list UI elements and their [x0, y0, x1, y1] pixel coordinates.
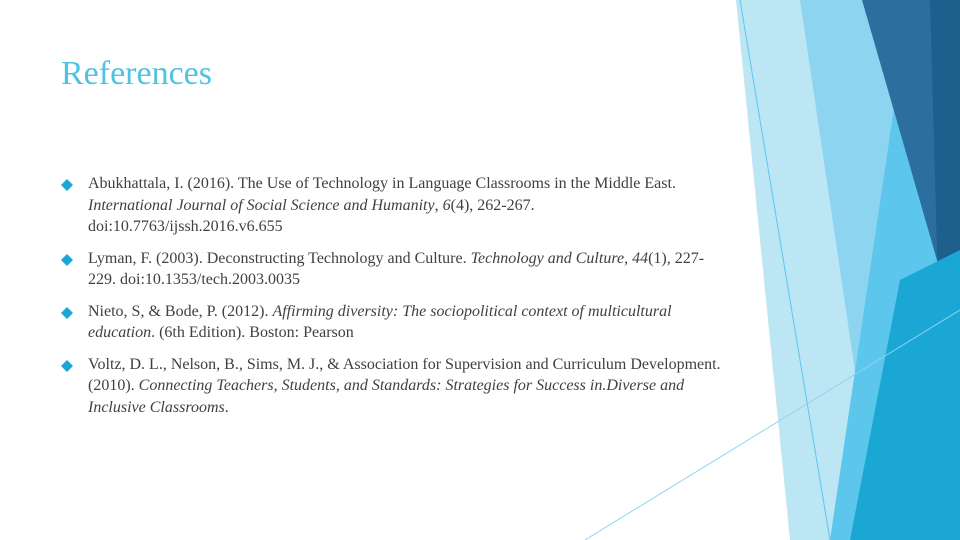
reference-text [88, 303, 672, 342]
reference-item [61, 173, 721, 238]
reference-authors-title: Voltz, D. L., Nelson, B., Sims, M. J., & Association for Supervision and Curriculum Development. (2010). [88, 355, 721, 394]
reference-volume: 44 [632, 249, 649, 267]
diamond-bullet-icon [61, 360, 73, 372]
reference-volume: 6 [442, 196, 451, 214]
references-list [61, 173, 721, 428]
reference-journal: Technology and Culture [470, 249, 625, 267]
diamond-bullet-icon [61, 179, 73, 191]
reference-item [61, 248, 721, 291]
reference-separator: , [434, 196, 443, 214]
reference-text [88, 250, 704, 289]
reference-book-title: Affirming diversity: The sociopolitical context of multicultural [272, 302, 672, 320]
reference-separator: , [624, 249, 633, 267]
reference-authors-title: Abukhattala, I. (2016). The Use of Technology in Language Classrooms in the Middle East. [88, 175, 676, 192]
reference-text [88, 356, 721, 416]
slide-title: References [61, 55, 213, 92]
reference-text [88, 175, 676, 235]
reference-authors-title: Nieto, S, & Bode, P. (2012). [88, 302, 273, 320]
reference-journal: International Journal of Social Science and Humanity [88, 196, 435, 214]
reference-item [61, 354, 721, 419]
reference-details: (4), 262-267. doi:10.7763/ijssh.2016.v6.655 [88, 196, 535, 235]
reference-book-title: Connecting Teachers, Students, and Standards: Strategies for Success in.Diverse and Inclusive Classrooms [88, 377, 685, 416]
reference-item [61, 301, 721, 344]
reference-details: . [224, 398, 229, 416]
reference-book-title-cont: education [88, 324, 152, 341]
diamond-bullet-icon [61, 254, 73, 266]
reference-details: (1), 227-229. doi:10.1353/tech.2003.0035 [88, 249, 705, 288]
reference-authors-title: Lyman, F. (2003). Deconstructing Technology and Culture. [88, 249, 471, 267]
reference-details: . (6th Edition). Boston: Pearson [151, 324, 354, 341]
diamond-bullet-icon [61, 307, 73, 319]
